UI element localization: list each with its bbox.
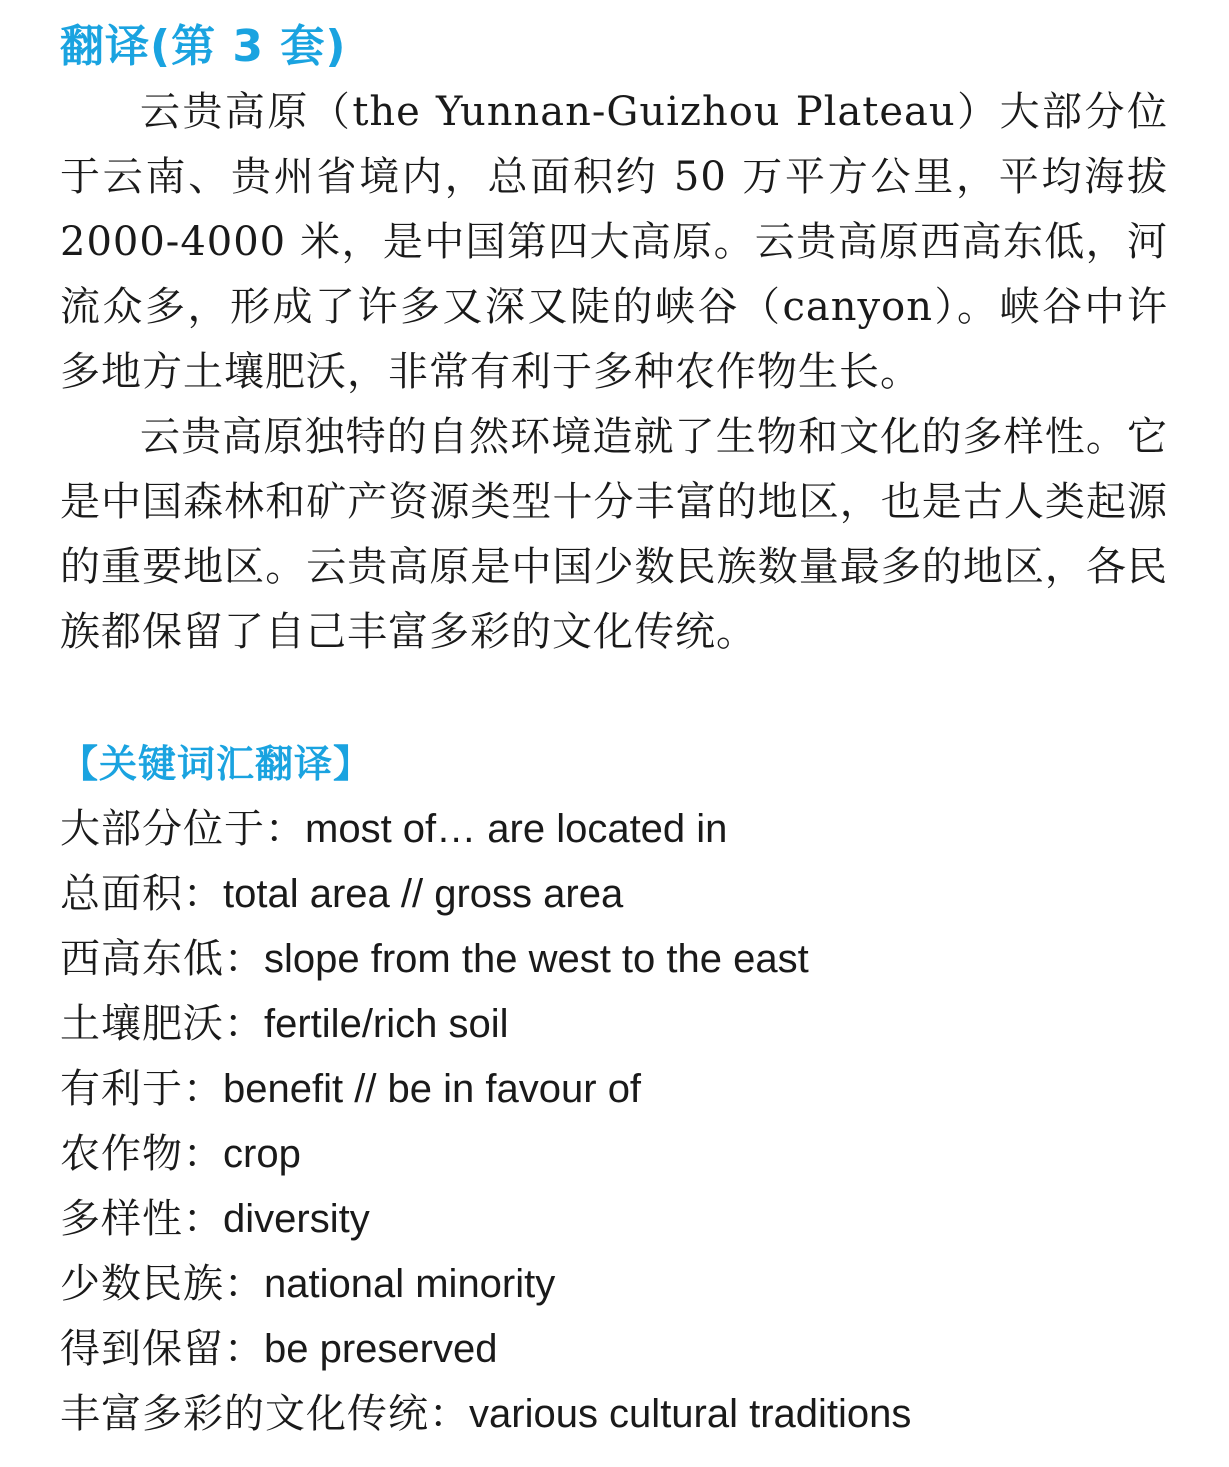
vocab-translation: benefit // be in favour of <box>223 1067 642 1111</box>
vocab-term: 得到保留 <box>60 1326 224 1372</box>
vocab-translation: total area // gross area <box>223 872 624 916</box>
vocab-separator: ： <box>265 806 305 852</box>
vocab-translation: most of… are located in <box>305 807 728 851</box>
vocab-item <box>60 797 1168 862</box>
vocab-translation: fertile/rich soil <box>264 1002 509 1046</box>
vocab-item <box>60 1252 1168 1317</box>
section-spacer <box>60 665 1168 731</box>
vocab-separator: ： <box>224 1261 264 1307</box>
vocab-separator: ： <box>183 1131 223 1177</box>
vocab-translation: crop <box>223 1132 301 1176</box>
vocab-separator: ： <box>224 1001 264 1047</box>
vocab-term: 农作物 <box>60 1131 183 1177</box>
vocab-separator: ： <box>183 1196 223 1242</box>
vocab-term: 西高东低 <box>60 936 224 982</box>
vocab-term: 总面积 <box>60 871 183 917</box>
vocab-translation: slope from the west to the east <box>264 937 809 981</box>
vocab-translation: be preserved <box>264 1327 498 1371</box>
vocab-term: 大部分位于 <box>60 806 265 852</box>
vocab-separator: ： <box>429 1391 469 1437</box>
vocab-translation: national minority <box>264 1262 556 1306</box>
vocab-item <box>60 1382 1168 1447</box>
vocab-term: 丰富多彩的文化传统 <box>60 1391 429 1437</box>
page-title: 翻译(第 3 套) <box>60 21 347 72</box>
vocab-item <box>60 1317 1168 1382</box>
vocab-separator: ： <box>183 1066 223 1112</box>
vocab-item <box>60 992 1168 1057</box>
vocab-term: 多样性 <box>60 1196 183 1242</box>
vocab-list <box>60 797 1168 1447</box>
vocab-separator: ： <box>224 1326 264 1372</box>
document-page <box>60 14 1168 1447</box>
body-paragraph-2: 云贵高原独特的自然环境造就了生物和文化的多样性。它是中国森林和矿产资源类型十分丰富的地区，也是古人类起源的重要地区。云贵高原是中国少数民族数量最多的地区，各民族都保留了自己丰富多彩的文化传统。 <box>60 414 1168 655</box>
vocab-item <box>60 862 1168 927</box>
vocab-item <box>60 927 1168 992</box>
vocab-separator: ： <box>183 871 223 917</box>
vocab-translation: various cultural traditions <box>469 1392 912 1436</box>
vocab-item <box>60 1122 1168 1187</box>
vocab-section-heading: 【关键词汇翻译】 <box>60 742 373 786</box>
vocab-translation: diversity <box>223 1197 370 1241</box>
body-paragraph-1: 云贵高原（the Yunnan-Guizhou Plateau）大部分位于云南、贵州省境内，总面积约 50 万平方公里，平均海拔 2000-4000 米，是中国第四大高原。云贵高原西高东低，河流众多，形成了许多又深又陡的峡谷（canyon）。峡谷中许多地方土壤肥沃，非常有利于多种农作物生长。 <box>60 89 1168 395</box>
vocab-separator: ： <box>224 936 264 982</box>
vocab-item <box>60 1187 1168 1252</box>
vocab-term: 有利于 <box>60 1066 183 1112</box>
vocab-term: 土壤肥沃 <box>60 1001 224 1047</box>
vocab-item <box>60 1057 1168 1122</box>
vocab-term: 少数民族 <box>60 1261 224 1307</box>
